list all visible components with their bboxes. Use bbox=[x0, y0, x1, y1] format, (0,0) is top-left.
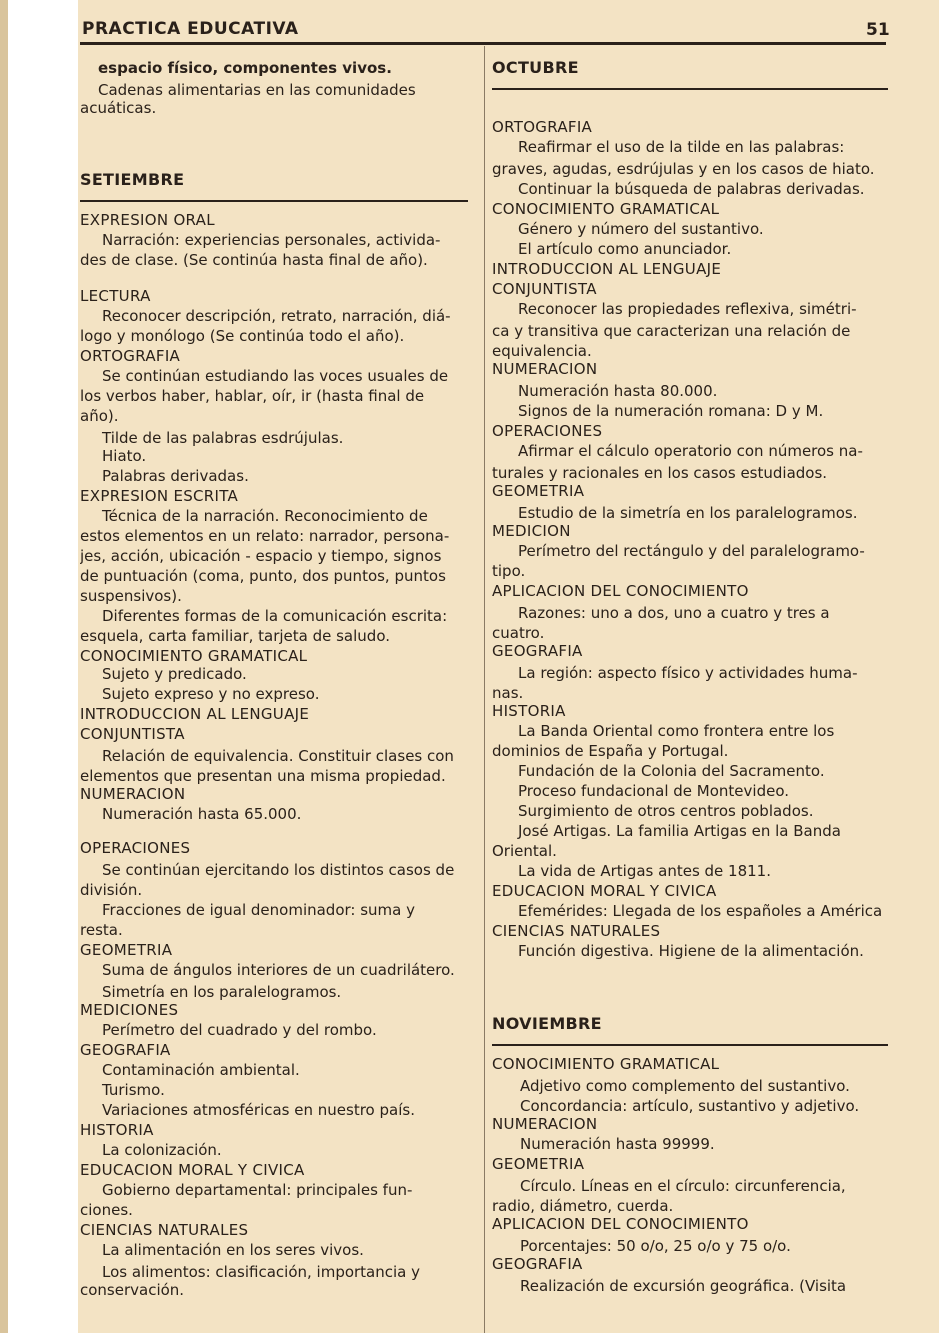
text-line: La vida de Artigas antes de 1811. bbox=[518, 862, 771, 880]
text-line: Gobierno departamental: principales fun- bbox=[102, 1181, 413, 1199]
text-line: Concordancia: artículo, sustantivo y adjetivo. bbox=[520, 1097, 860, 1115]
section-heading: ORTOGRAFIA bbox=[492, 118, 593, 136]
text-line: La Banda Oriental como frontera entre los bbox=[518, 722, 835, 740]
text-line: Técnica de la narración. Reconocimiento de bbox=[102, 507, 428, 525]
section-heading: OPERACIONES bbox=[80, 839, 191, 857]
text-line: Estudio de la simetría en los paralelogramos. bbox=[518, 504, 858, 522]
text-line: división. bbox=[80, 881, 143, 899]
header-rule bbox=[80, 42, 886, 45]
section-heading: GEOMETRIA bbox=[80, 941, 173, 959]
section-heading: CONOCIMIENTO GRAMATICAL bbox=[492, 200, 720, 218]
section-heading: MEDICIONES bbox=[80, 1001, 179, 1019]
section-heading: CONJUNTISTA bbox=[492, 280, 597, 298]
text-line: Sujeto y predicado. bbox=[102, 665, 247, 683]
section-heading: INTRODUCCION AL LENGUAJE bbox=[492, 260, 722, 278]
section-heading: EXPRESION ESCRITA bbox=[80, 487, 239, 505]
text-line: equivalencia. bbox=[492, 342, 592, 360]
month-rule bbox=[492, 88, 888, 90]
text-line: Simetría en los paralelogramos. bbox=[102, 983, 342, 1001]
section-heading: NUMERACION bbox=[80, 785, 186, 803]
text-line: conservación. bbox=[80, 1281, 185, 1299]
text-line: Razones: uno a dos, uno a cuatro y tres a bbox=[518, 604, 830, 622]
text-line: Fundación de la Colonia del Sacramento. bbox=[518, 762, 825, 780]
text-line: Reconocer descripción, retrato, narración, diá- bbox=[102, 307, 451, 325]
text-line: logo y monólogo (Se continúa todo el año). bbox=[80, 327, 405, 345]
text-line: Suma de ángulos interiores de un cuadrilátero. bbox=[102, 961, 455, 979]
text-line: ca y transitiva que caracterizan una relación de bbox=[492, 322, 851, 340]
text-line: Cadenas alimentarias en las comunidades bbox=[98, 81, 416, 99]
text-line: Oriental. bbox=[492, 842, 557, 860]
text-line: los verbos haber, hablar, oír, ir (hasta final de bbox=[80, 387, 425, 405]
text-line: año). bbox=[80, 407, 119, 425]
month-rule bbox=[80, 200, 468, 202]
section-heading: GEOMETRIA bbox=[492, 482, 585, 500]
section-heading: GEOMETRIA bbox=[492, 1155, 585, 1173]
section-heading: GEOGRAFIA bbox=[492, 1255, 583, 1273]
text-line: Perímetro del cuadrado y del rombo. bbox=[102, 1021, 377, 1039]
section-heading: HISTORIA bbox=[492, 702, 566, 720]
text-line: Numeración hasta 80.000. bbox=[518, 382, 718, 400]
text-line: Afirmar el cálculo operatorio con números na- bbox=[518, 442, 863, 460]
text-line: Continuar la búsqueda de palabras derivadas. bbox=[518, 180, 865, 198]
text-line: des de clase. (Se continúa hasta final de año). bbox=[80, 251, 428, 269]
section-heading: NUMERACION bbox=[492, 360, 598, 378]
binding-gutter bbox=[0, 0, 8, 1333]
section-heading: EDUCACION MORAL Y CIVICA bbox=[80, 1161, 305, 1179]
text-line: Los alimentos: clasificación, importancia y bbox=[102, 1263, 421, 1281]
section-heading: CIENCIAS NATURALES bbox=[80, 1221, 249, 1239]
section-heading: EDUCACION MORAL Y CIVICA bbox=[492, 882, 717, 900]
text-line: Turismo. bbox=[102, 1081, 165, 1099]
text-line: Sujeto expreso y no expreso. bbox=[102, 685, 320, 703]
section-heading: CONOCIMIENTO GRAMATICAL bbox=[80, 647, 308, 665]
text-line: de puntuación (coma, punto, dos puntos, puntos bbox=[80, 567, 446, 585]
text-line: Círculo. Líneas en el círculo: circunferencia, bbox=[520, 1177, 846, 1195]
text-line: turales y racionales en los casos estudiados. bbox=[492, 464, 828, 482]
text-line: Hiato. bbox=[102, 447, 147, 465]
text-line: elementos que presentan una misma propiedad. bbox=[80, 767, 446, 785]
text-line: nas. bbox=[492, 684, 524, 702]
text-line: Numeración hasta 99999. bbox=[520, 1135, 715, 1153]
text-line: Realización de excursión geográfica. (Visita bbox=[520, 1277, 847, 1295]
section-heading: OPERACIONES bbox=[492, 422, 603, 440]
month-heading: OCTUBRE bbox=[492, 58, 579, 77]
text-line: Fracciones de igual denominador: suma y bbox=[102, 901, 416, 919]
text-line: resta. bbox=[80, 921, 123, 939]
text-line: Narración: experiencias personales, activida- bbox=[102, 231, 441, 249]
text-line: radio, diámetro, cuerda. bbox=[492, 1197, 674, 1215]
text-line: Tilde de las palabras esdrújulas. bbox=[102, 429, 344, 447]
text-line: Género y número del sustantivo. bbox=[518, 220, 764, 238]
text-line: Perímetro del rectángulo y del paralelogramo- bbox=[518, 542, 865, 560]
text-line: acuáticas. bbox=[80, 99, 157, 117]
text-line: espacio físico, componentes vivos. bbox=[98, 59, 392, 77]
month-heading: NOVIEMBRE bbox=[492, 1014, 602, 1033]
section-heading: GEOGRAFIA bbox=[492, 642, 583, 660]
text-line: esquela, carta familiar, tarjeta de saludo. bbox=[80, 627, 391, 645]
section-heading: LECTURA bbox=[80, 287, 151, 305]
text-line: Se continúan ejercitando los distintos casos de bbox=[102, 861, 455, 879]
text-line: cuatro. bbox=[492, 624, 545, 642]
text-line: dominios de España y Portugal. bbox=[492, 742, 729, 760]
running-header-title: PRACTICA EDUCATIVA bbox=[82, 19, 299, 39]
text-line: jes, acción, ubicación - espacio y tiempo, signos bbox=[80, 547, 442, 565]
text-line: suspensivos). bbox=[80, 587, 182, 605]
section-heading: APLICACION DEL CONOCIMIENTO bbox=[492, 1215, 749, 1233]
section-heading: NUMERACION bbox=[492, 1115, 598, 1133]
text-line: Numeración hasta 65.000. bbox=[102, 805, 302, 823]
text-line: El artículo como anunciador. bbox=[518, 240, 732, 258]
text-line: Proceso fundacional de Montevideo. bbox=[518, 782, 789, 800]
text-line: Reconocer las propiedades reflexiva, simétri- bbox=[518, 300, 857, 318]
section-heading: HISTORIA bbox=[80, 1121, 154, 1139]
section-heading: CONOCIMIENTO GRAMATICAL bbox=[492, 1055, 720, 1073]
month-rule bbox=[492, 1044, 888, 1046]
text-line: Porcentajes: 50 o/o, 25 o/o y 75 o/o. bbox=[520, 1237, 791, 1255]
text-line: graves, agudas, esdrújulas y en los casos de hiato. bbox=[492, 160, 875, 178]
section-heading: CIENCIAS NATURALES bbox=[492, 922, 661, 940]
section-heading: GEOGRAFIA bbox=[80, 1041, 171, 1059]
text-line: Relación de equivalencia. Constituir clases con bbox=[102, 747, 454, 765]
section-heading: APLICACION DEL CONOCIMIENTO bbox=[492, 582, 749, 600]
text-line: Efemérides: Llegada de los españoles a América bbox=[518, 902, 883, 920]
text-line: estos elementos en un relato: narrador, persona- bbox=[80, 527, 450, 545]
text-line: Palabras derivadas. bbox=[102, 467, 249, 485]
section-heading: MEDICION bbox=[492, 522, 571, 540]
page-number: 51 bbox=[866, 20, 890, 40]
text-line: Variaciones atmosféricas en nuestro país. bbox=[102, 1101, 415, 1119]
section-heading: CONJUNTISTA bbox=[80, 725, 185, 743]
text-line: Reafirmar el uso de la tilde en las palabras: bbox=[518, 138, 845, 156]
text-line: tipo. bbox=[492, 562, 526, 580]
text-line: Diferentes formas de la comunicación escrita: bbox=[102, 607, 448, 625]
text-line: José Artigas. La familia Artigas en la Banda bbox=[518, 822, 841, 840]
text-line: Surgimiento de otros centros poblados. bbox=[518, 802, 814, 820]
section-heading: INTRODUCCION AL LENGUAJE bbox=[80, 705, 310, 723]
text-line: La colonización. bbox=[102, 1141, 222, 1159]
month-heading: SETIEMBRE bbox=[80, 170, 185, 189]
text-line: La alimentación en los seres vivos. bbox=[102, 1241, 364, 1259]
text-line: ciones. bbox=[80, 1201, 133, 1219]
section-heading: EXPRESION ORAL bbox=[80, 211, 215, 229]
text-line: Contaminación ambiental. bbox=[102, 1061, 300, 1079]
text-line: Adjetivo como complemento del sustantivo. bbox=[520, 1077, 850, 1095]
text-line: La región: aspecto físico y actividades huma- bbox=[518, 664, 858, 682]
text-line: Se continúan estudiando las voces usuales de bbox=[102, 367, 449, 385]
text-line: Signos de la numeración romana: D y M. bbox=[518, 402, 824, 420]
text-line: Función digestiva. Higiene de la alimentación. bbox=[518, 942, 864, 960]
section-heading: ORTOGRAFIA bbox=[80, 347, 181, 365]
